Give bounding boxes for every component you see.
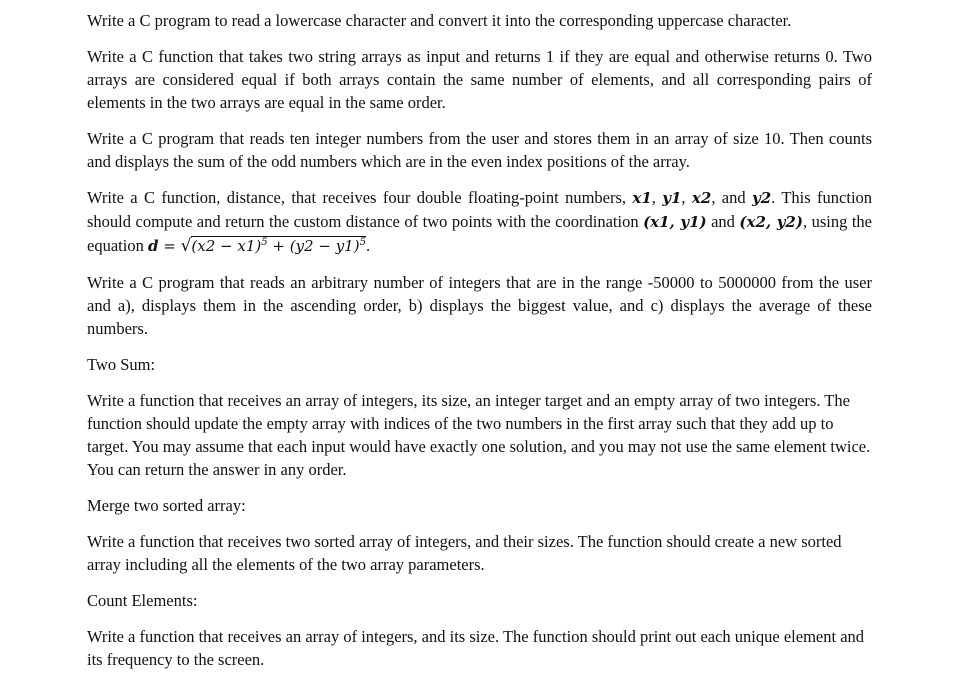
exercise-2-text: Write a C function that takes two string arrays as input and returns 1 if they are equal and otherwise returns 0. Two arrays are considered equal if both arrays contain the same number of elements, and all corresponding pairs of elements in the two arrays are equal in the same order. [87, 47, 872, 112]
plus-sign: + [267, 237, 290, 255]
heading-count-elements: Count Elements: [87, 591, 198, 610]
radicand-term-b: (y2 − y1) [289, 237, 360, 255]
sqrt-expression [181, 234, 366, 258]
two-sum-text: Write a function that receives an array of integers, its size, an integer target and an empty array of two integers. The function should update the empty array with indices of the two numbers in the first array such that they add up to target. You may assume that each input would have exactly one solution, and you may not use the same element twice. You can return the answer in any order. [87, 391, 871, 479]
count-elements-text: Write a function that receives an array of integers, and its size. The function should print out each unique element and its frequency to the screen. [87, 627, 865, 669]
var-x2: x2 [691, 189, 712, 207]
point-1: (x1, y1) [643, 213, 707, 231]
heading-merge-sorted: Merge two sorted array: [87, 496, 246, 515]
exercise-3-text: Write a C program that reads ten integer numbers from the user and stores them in an array of size 10. Then counts and displays the sum of the odd numbers which are in the even index positions of the array. [87, 129, 872, 171]
var-d: d [147, 237, 159, 255]
radicand [191, 236, 366, 255]
radicand-term-a: (x2 − x1) [191, 237, 262, 255]
ex4-sep-2: , [681, 188, 692, 207]
ex4-text-4: , using the equation [87, 212, 872, 255]
var-y2: y2 [752, 189, 772, 207]
ex4-text-3: and [706, 212, 740, 231]
exercise-5-text: Write a C program that reads an arbitrary number of integers that are in the range -50000 to 5000000 from the user and a), displays them in the ascending order, b) displays the biggest value, and c) displays the average of these numbers. [87, 273, 872, 338]
var-x1: x1 [632, 189, 652, 207]
point-2: (x2, y2) [739, 213, 803, 231]
var-y1: y1 [662, 189, 682, 207]
exponent-b: 5 [359, 237, 366, 248]
equals-sign: = [158, 237, 181, 255]
document-body [87, 9, 872, 671]
exercise-4-text [87, 186, 872, 258]
ex4-end: . [365, 236, 371, 255]
ex4-sep-3: , and [711, 188, 752, 207]
exponent-a: 5 [261, 237, 268, 248]
ex4-text-1: Write a C function, distance, that receives four double floating-point numbers, [87, 188, 633, 207]
heading-two-sum: Two Sum: [87, 355, 156, 374]
ex4-text-2: . This function should compute and return the custom distance of two points with the coordination [87, 188, 873, 231]
radical-sign: √ [180, 236, 192, 256]
ex4-sep-1: , [651, 188, 663, 207]
merge-sorted-text: Write a function that receives two sorted array of integers, and their sizes. The function should create a new sorted array including all the elements of the two array parameters. [87, 532, 842, 574]
exercise-1-text: Write a C program to read a lowercase character and convert it into the corresponding uppercase character. [87, 11, 792, 30]
